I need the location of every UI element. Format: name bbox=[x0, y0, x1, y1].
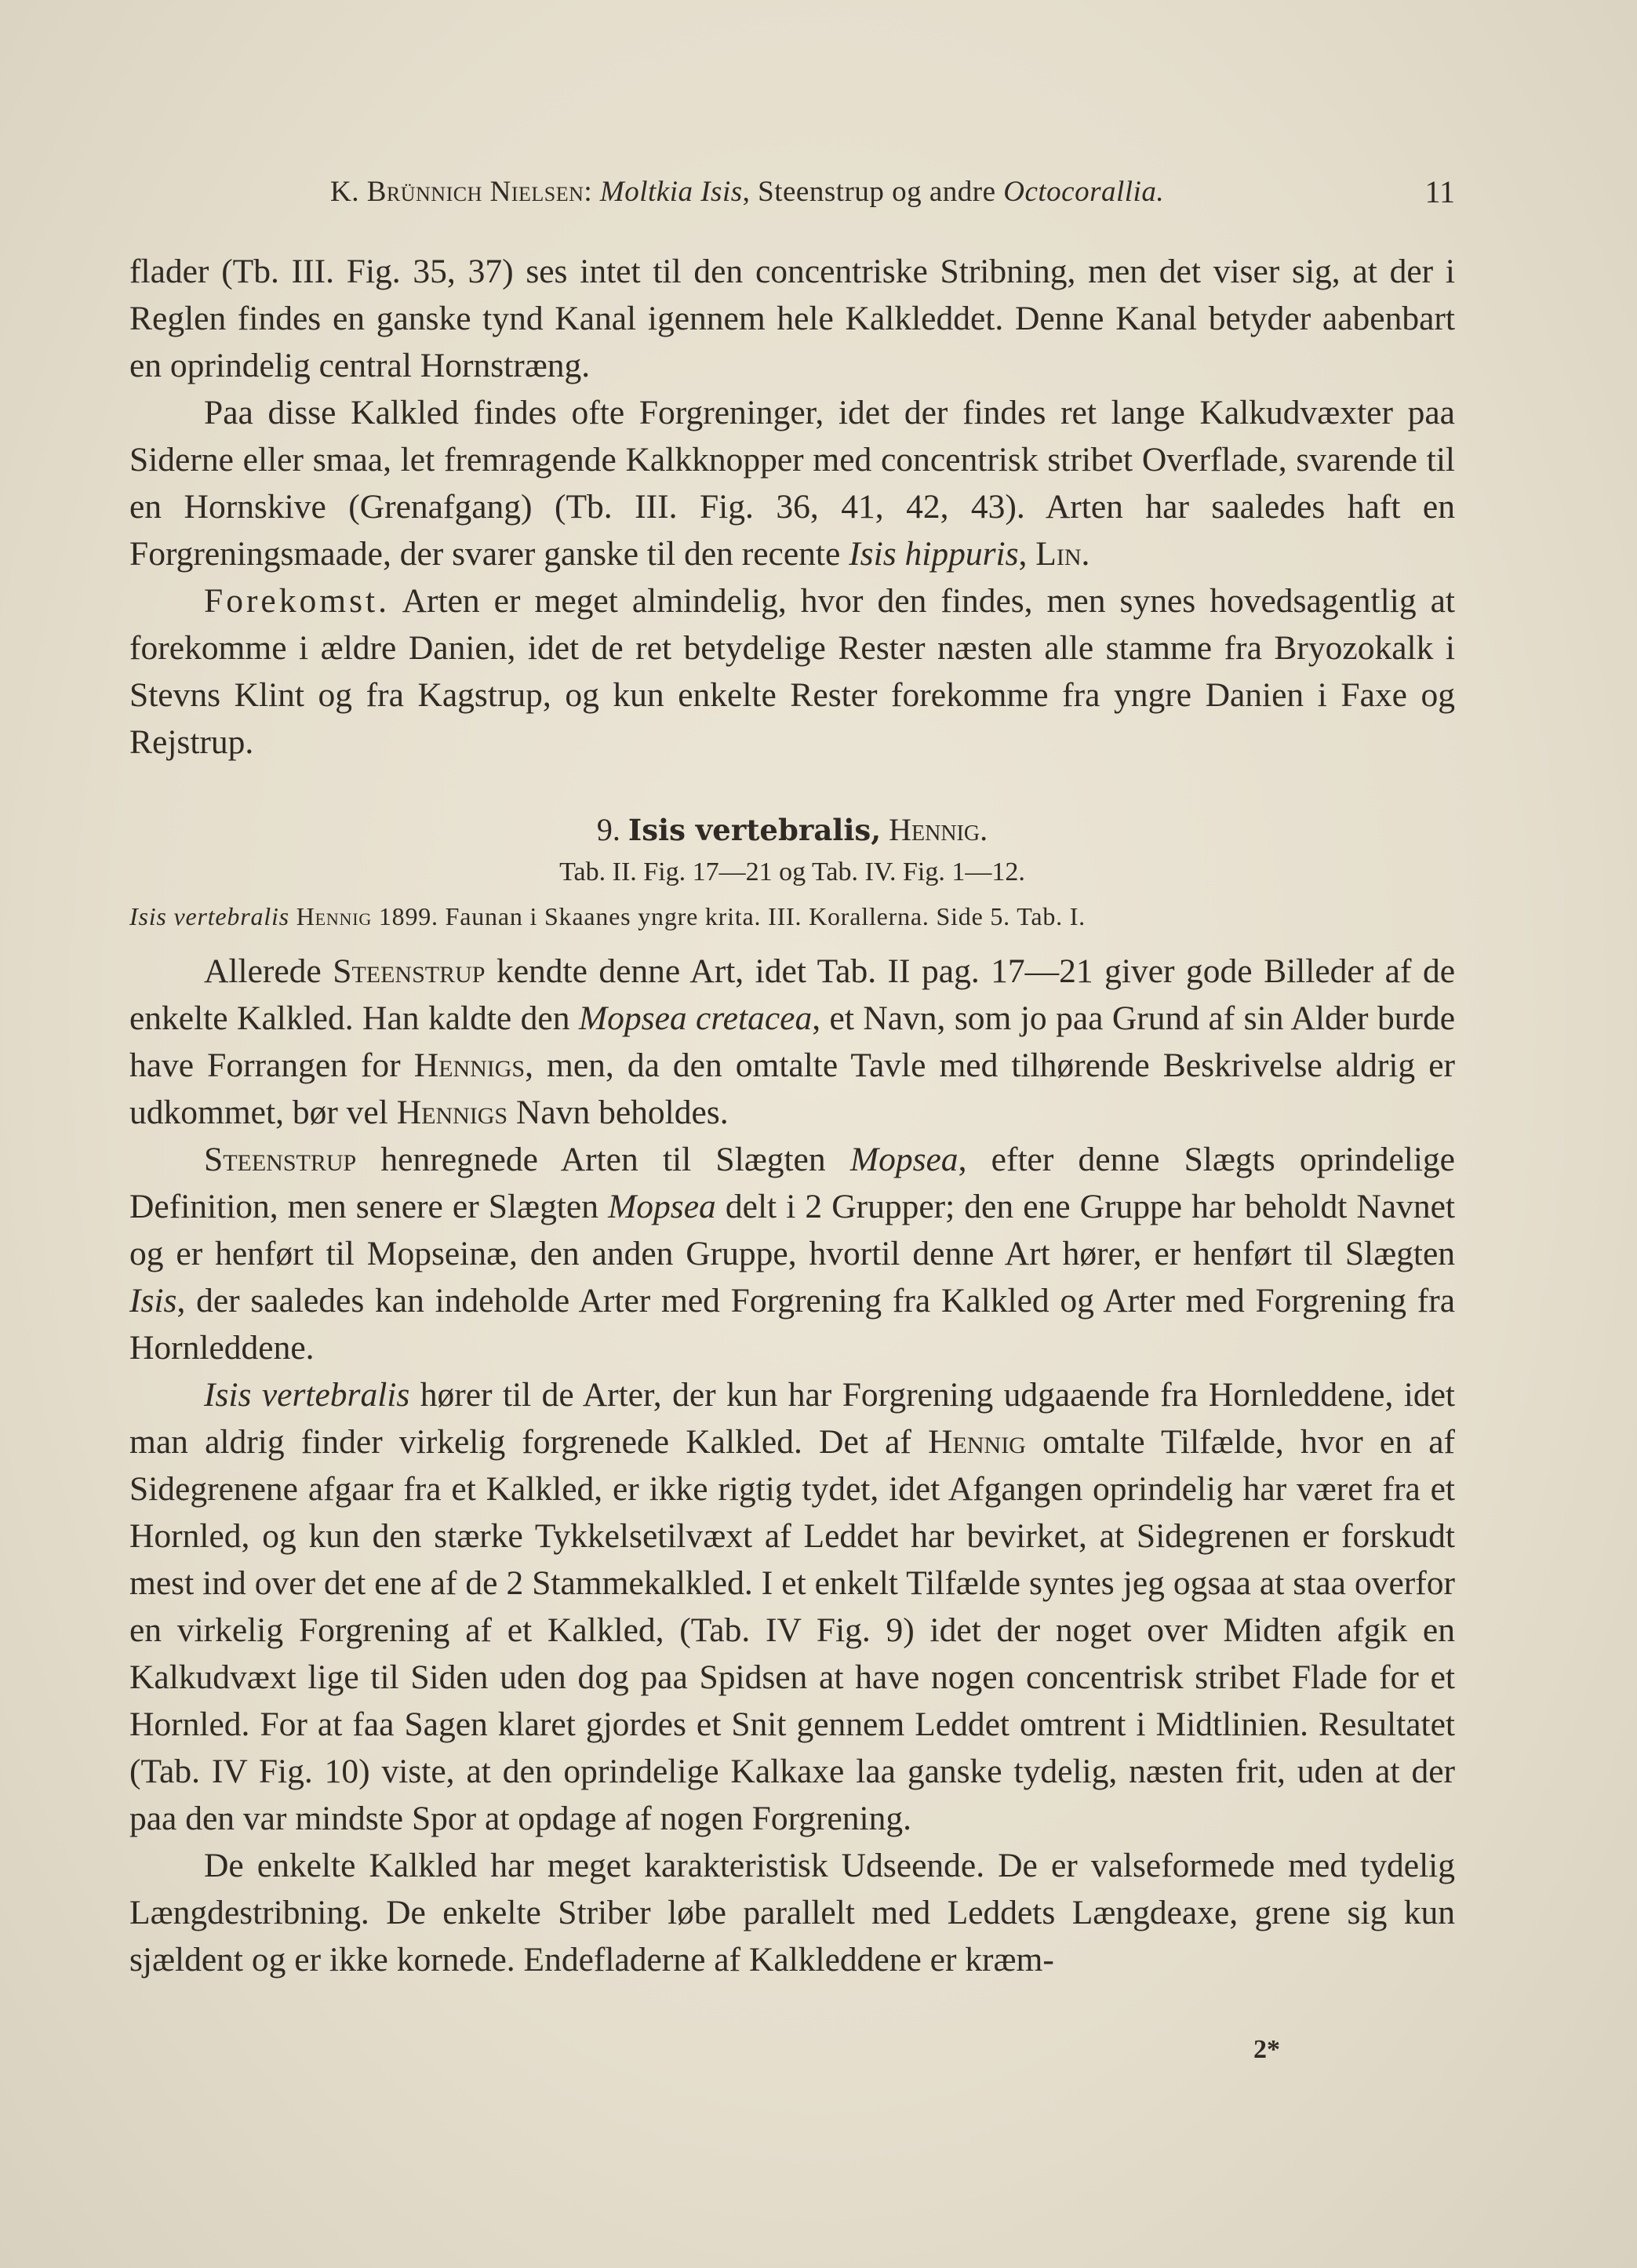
literature-name: Isis vertebralis bbox=[129, 902, 289, 930]
p5-s3: Mopsea bbox=[849, 1141, 959, 1178]
p5-s4: , efter denne Slægts oprindelige Definition, men senere er Slægten bbox=[129, 1141, 1455, 1225]
p4-s9: Navn beholdes. bbox=[507, 1094, 729, 1131]
header-title-italic-2: Octocorallia. bbox=[1003, 176, 1165, 208]
species-author: Hennig. bbox=[889, 812, 988, 847]
species-name: Isis vertebralis, bbox=[628, 813, 882, 847]
paragraph-5 bbox=[129, 1136, 1455, 1371]
paragraph-1: flader (Tb. III. Fig. 35, 37) ses intet til den concentriske Stribning, men det viser sig, at der i Reglen findes en ganske tynd Kanal igennem hele Kalkleddet. Denne Kanal betyder aabenbart en oprindelig central Hornstræng. bbox=[129, 253, 1455, 384]
p6-s3: Hennig bbox=[928, 1423, 1026, 1461]
paragraph-2-italic: Isis hippuris bbox=[849, 535, 1019, 573]
p4-s6: Hennigs bbox=[413, 1047, 526, 1084]
literature-reference bbox=[129, 893, 1455, 940]
paragraph-3-heading: Forekomst. bbox=[204, 582, 390, 620]
literature-rest: 1899. Faunan i Skaanes yngre krita. III. Korallerna. Side 5. Tab. I. bbox=[372, 902, 1086, 930]
p4-s1: Allerede bbox=[204, 952, 322, 990]
paragraph-3-text: Arten er meget almindelig, hvor den findes, men synes hovedsagentlig at forekomme i ældre Danien, idet de ret betydelige Rester næsten alle stamme fra Bryozokalk i Stevns Klint og fra Kagstrup, og kun enkelte Rester forekomme fra yngre Danien i Faxe og Rejstrup. bbox=[129, 582, 1455, 761]
paragraph-3 bbox=[129, 577, 1455, 766]
p4-s5: , et Navn, som jo paa Grund af sin Alder burde have Forrangen for bbox=[129, 999, 1456, 1084]
paragraph-2-end: , Lin. bbox=[1018, 535, 1090, 573]
paragraph-2 bbox=[129, 389, 1455, 577]
header-title-italic: Moltkia Isis bbox=[599, 176, 743, 208]
header-author: K. Brünnich Nielsen bbox=[330, 176, 584, 208]
p5-s5: Mopsea bbox=[608, 1188, 716, 1225]
p4-s4: Mopsea cretacea bbox=[578, 999, 813, 1037]
p5-s1: Steenstrup bbox=[204, 1141, 357, 1178]
header-title-rest: , Steenstrup og andre bbox=[742, 176, 996, 208]
p4-s8: Hennigs bbox=[396, 1094, 508, 1131]
paragraph-4 bbox=[129, 948, 1455, 1136]
literature-author: Hennig bbox=[296, 902, 373, 930]
page-number: 11 bbox=[1424, 174, 1455, 209]
signature-mark: 2* bbox=[1253, 2035, 1280, 2064]
p6-s4: omtalte Tilfælde, hvor en af Sidegrenene afgaar fra et Kalkled, er ikke rigtig tydet, idet Afgangen oprindelig har været fra et Hornled, og kun den stærke Tykkelsetilvæxt af Leddet har bevirket, at Sidegrenen er forskudt mest ind over det ene af de 2 Stammekalkled. I et enkelt Tilfælde syntes jeg ogsaa at staa overfor en virkelig Forgrening af et Kalkled, (Tab. IV Fig. 9) idet der noget over Midten afgik en Kalkudvæxt lige til Siden uden dog paa Spidsen at have nogen concentrisk stribet Flade for et Hornled. For at faa Sagen klaret gjordes et Snit gennem Leddet omtrent i Midtlinien. Resultatet (Tab. IV Fig. 10) viste, at den oprindelige Kalkaxe laa ganske tydelig, næsten frit, uden at der paa den var mindste Spor at opdage af nogen Forgrening. bbox=[129, 1423, 1455, 1837]
species-number: 9. bbox=[596, 812, 620, 847]
header-colon: : bbox=[584, 176, 593, 208]
plate-reference: Tab. II. Fig. 17—21 og Tab. IV. Fig. 1—12. bbox=[559, 857, 1025, 886]
p5-s2: henregnede Arten til Slægten bbox=[356, 1141, 850, 1178]
p4-s2: Steenstrup bbox=[333, 952, 486, 990]
p6-s1: Isis vertebralis bbox=[204, 1376, 410, 1414]
running-head-text bbox=[330, 169, 1164, 216]
p5-s7: Isis bbox=[129, 1282, 177, 1320]
body-text-top bbox=[129, 248, 1455, 766]
body-text-bottom bbox=[129, 948, 1455, 1983]
p4-s7: , men, da den omtalte Tavle med tilhørende Beskrivelse aldrig er udkommet, bør vel bbox=[129, 1047, 1456, 1131]
p5-s8: , der saaledes kan indeholde Arter med Forgrening fra Kalkled og Arter med Forgrening fra Hornleddene. bbox=[129, 1282, 1455, 1367]
paragraph-6 bbox=[129, 1371, 1455, 1842]
paragraph-2-text: Paa disse Kalkled findes ofte Forgreninger, idet der findes ret lange Kalkudvæxter paa Siderne eller smaa, let fremragende Kalkknopper med concentrisk stribet Overflade, svarende til en Hornskive (Grenafgang) (Tb. III. Fig. 36, 41, 42, 43). Arten har saaledes haft en Forgreningsmaade, der svarer ganske til den recente bbox=[129, 394, 1455, 573]
p4-s3: kendte denne Art, idet Tab. II pag. 17—21 giver gode Billeder af de enkelte Kalkled. Han kaldte den bbox=[129, 952, 1456, 1037]
paragraph-7: De enkelte Kalkled har meget karakteristisk Udseende. De er valseformede med tydelig Længdestribning. De enkelte Striber løbe parallelt med Leddets Længdeaxe, grene sig kun sjældent og er ikke kornede. Endefladerne af Kalkleddene er kræm- bbox=[129, 1847, 1455, 1979]
p5-s6: delt i 2 Grupper; den ene Gruppe har beholdt Navnet og er henført til Mopseinæ, den anden Gruppe, hvortil denne Art hører, er henført til Slægten bbox=[129, 1188, 1455, 1272]
species-heading bbox=[129, 806, 1455, 854]
p6-s2: hører til de Arter, der kun har Forgrening udgaaende fra Hornleddene, idet man aldrig finder virkelig forgrenede Kalkled. Det af bbox=[129, 1376, 1455, 1461]
running-head bbox=[129, 169, 1455, 216]
